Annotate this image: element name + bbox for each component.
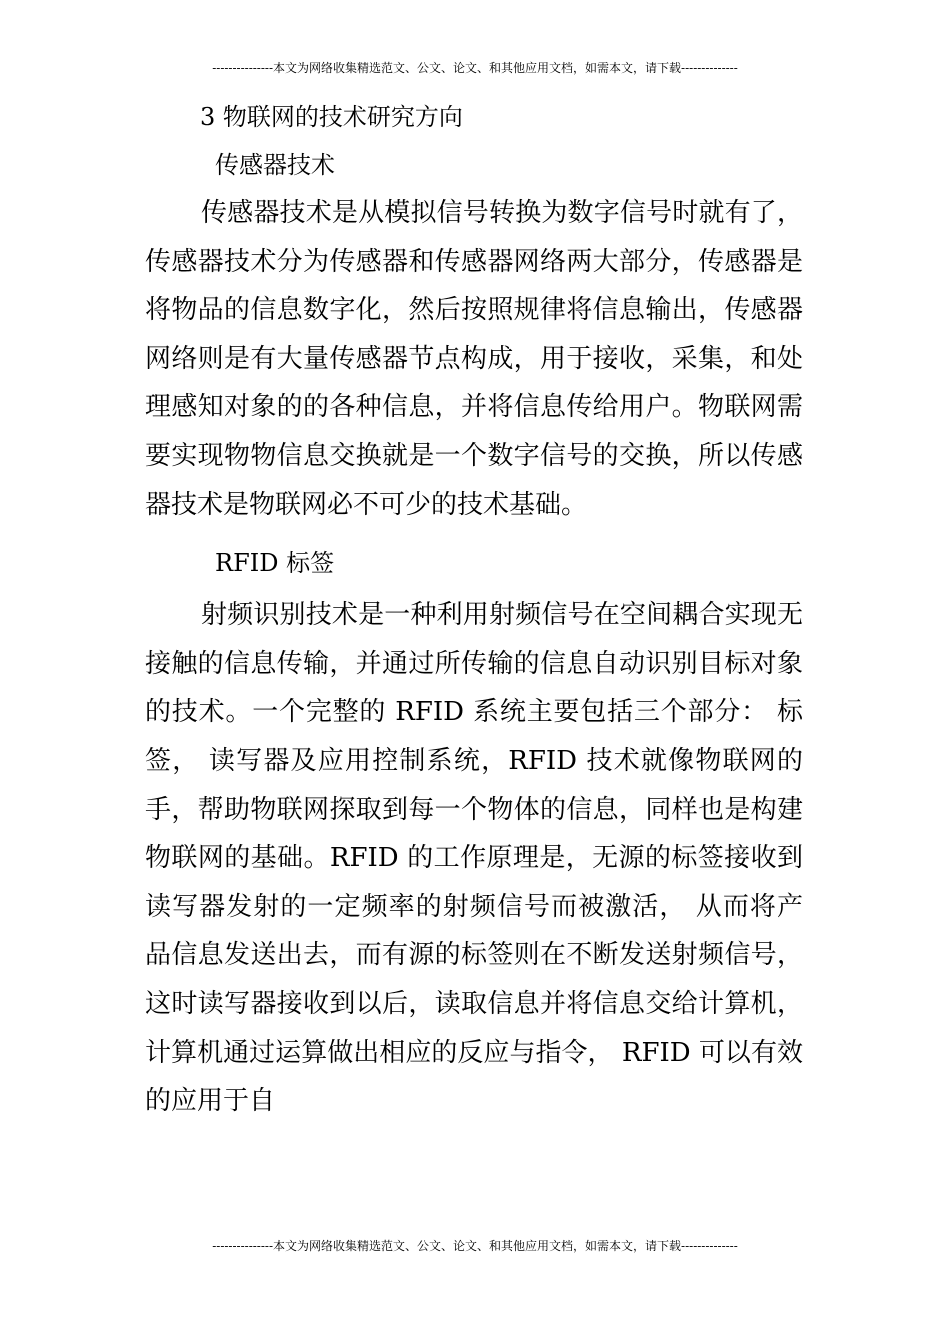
sensor-heading: 传感器技术	[215, 151, 335, 179]
rfid-heading: RFID 标签	[215, 549, 335, 578]
section-title: 3 物联网的技术研究方向	[200, 103, 463, 131]
page-header-note: ---------------本文为网络收集精选范文、公文、论文、和其他应用文档，如需本文，请下载--------------	[212, 61, 738, 75]
sensor-paragraph: 传感器技术是从模拟信号转换为数字信号时就有了， 传感器技术分为传感器和传感器网络两大部分，传感器是将物品的信息数字化，然后按照规律将信息输出，传感器网络则是有大量传感器节点构成，用于接收，采集，和处理感知对象的的各种信息，并将信息传给用户。物联网需要实现物物信息交换就是一个数字信号的交换，所以传感器技术是物联网必不可少的技术基础。	[145, 198, 803, 520]
rfid-paragraph: 射频识别技术是一种利用射频信号在空间耦合实现无接触的信息传输，并通过所传输的信息自动识别目标对象的技术。一个完整的 RFID 系统主要包括三个部分： 标签， 读写器及应用控制系统，RFID 技术就像物联网的手，帮助物联网探取到每一个物体的信息，同样也是构建物联网的基础。RFID 的工作原理是，无源的标签接收到读写器发射的一定频率的射频信号而被激活， 从而将产品信息发送出去，而有源的标签则在不断发送射频信号，这时读写器接收到以后，读取信息并将信息交给计算机，计算机通过运算做出相应的反应与指令， RFID 可以有效的应用于自	[145, 600, 803, 1117]
document-body	[145, 93, 803, 1126]
page-footer-note: ---------------本文为网络收集精选范文、公文、论文、和其他应用文档，如需本文，请下载--------------	[212, 1239, 738, 1253]
